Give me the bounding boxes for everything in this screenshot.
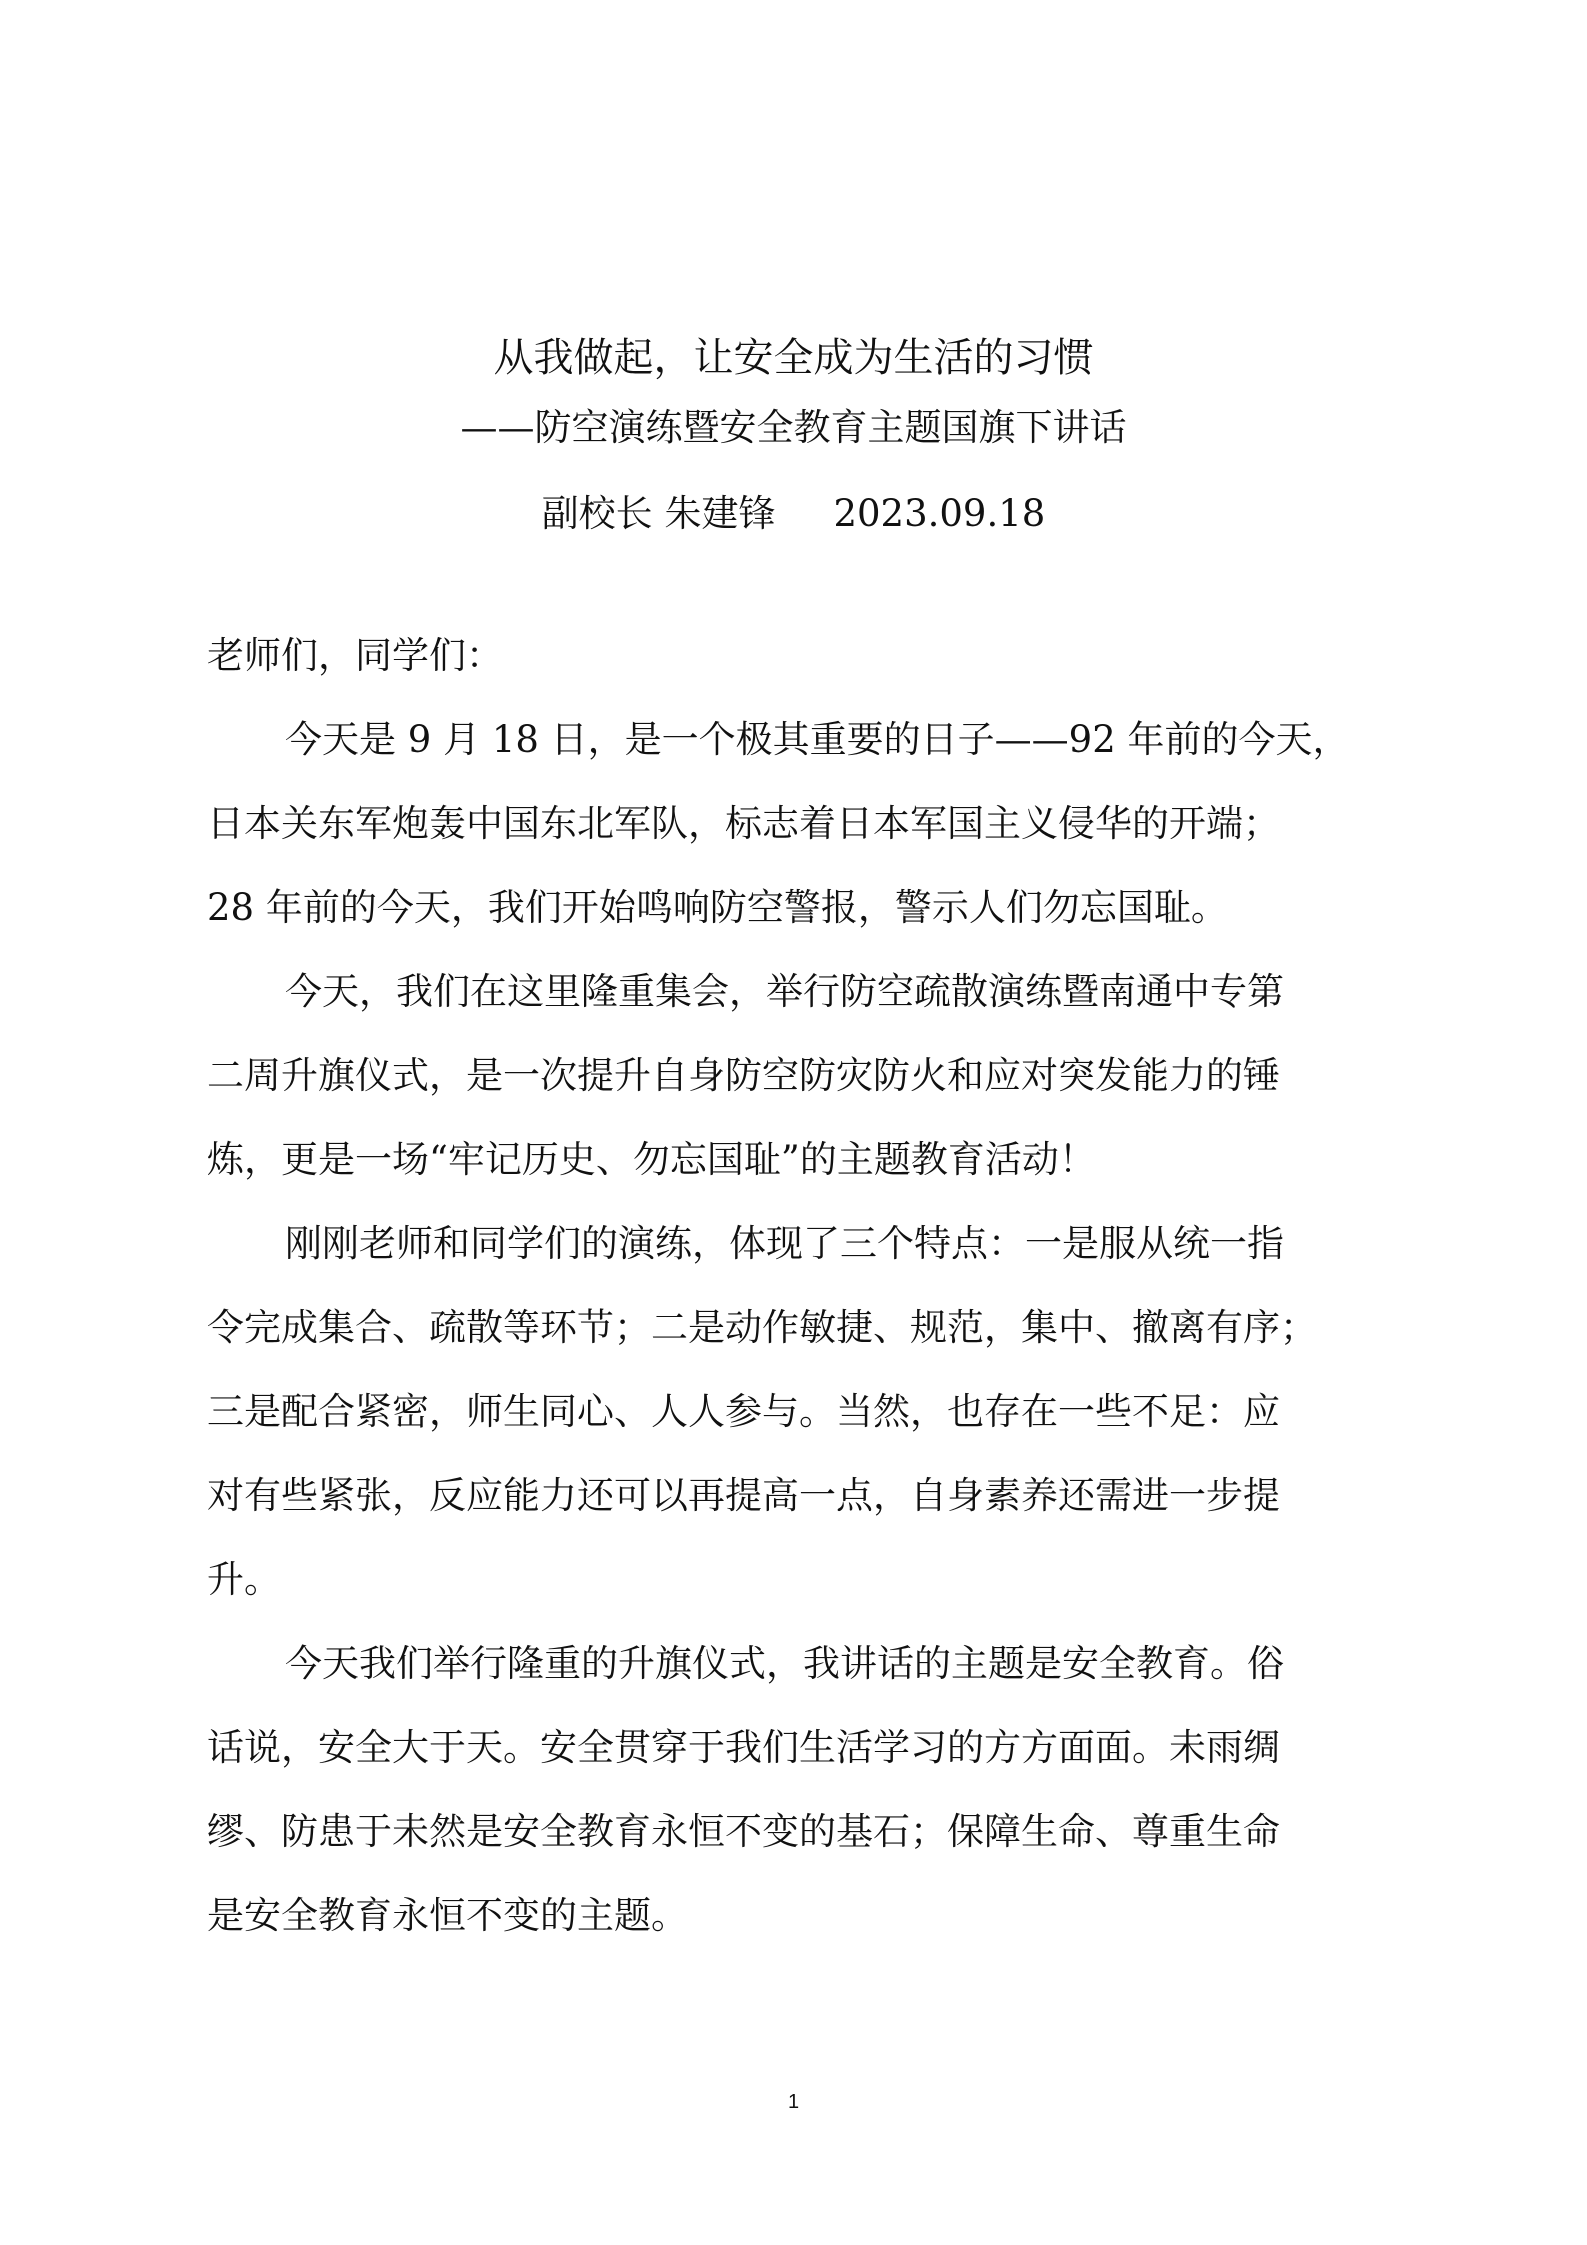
body-line: 二周升旗仪式，是一次提升自身防空防灾防火和应对突发能力的锤 xyxy=(207,1054,1280,1097)
body-line: 对有些紧张，反应能力还可以再提高一点，自身素养还需进一步提 xyxy=(207,1474,1280,1517)
body-line: 令完成集合、疏散等环节；二是动作敏捷、规范，集中、撤离有序； xyxy=(207,1306,1317,1349)
document-title: 从我做起，让安全成为生活的习惯 xyxy=(493,335,1094,381)
body-line: 炼，更是一场“牢记历史、勿忘国耻”的主题教育活动！ xyxy=(207,1138,1096,1181)
greeting: 老师们，同学们： xyxy=(207,634,503,677)
body-line: 是安全教育永恒不变的主题。 xyxy=(207,1894,688,1937)
page-number: 1 xyxy=(787,2091,800,2113)
body-line: 日本关东军炮轰中国东北军队，标志着日本军国主义侵华的开端； xyxy=(207,802,1280,845)
body-line: 28 年前的今天，我们开始鸣响防空警报，警示人们勿忘国耻。 xyxy=(207,886,1228,929)
speaker-name: 副校长 朱建锋 xyxy=(541,492,776,535)
body-line: 三是配合紧密，师生同心、人人参与。当然，也存在一些不足：应 xyxy=(207,1390,1280,1433)
body-line: 缪、防患于未然是安全教育永恒不变的基石；保障生命、尊重生命 xyxy=(207,1810,1280,1853)
body-line: 刚刚老师和同学们的演练，体现了三个特点：一是服从统一指 xyxy=(285,1222,1284,1265)
body-line: 话说，安全大于天。安全贯穿于我们生活学习的方方面面。未雨绸 xyxy=(207,1726,1280,1769)
body-line: 今天是 9 月 18 日，是一个极其重要的日子——92 年前的今天， xyxy=(285,718,1350,761)
speech-body xyxy=(207,698,1387,1958)
speech-date: 2023.09.18 xyxy=(833,492,1046,535)
document-subtitle: ——防空演练暨安全教育主题国旗下讲话 xyxy=(460,406,1127,449)
body-line: 升。 xyxy=(207,1558,281,1601)
body-line: 今天我们举行隆重的升旗仪式，我讲话的主题是安全教育。俗 xyxy=(285,1642,1284,1685)
body-line: 今天，我们在这里隆重集会，举行防空疏散演练暨南通中专第 xyxy=(285,970,1284,1013)
speaker-and-date xyxy=(0,488,1587,540)
